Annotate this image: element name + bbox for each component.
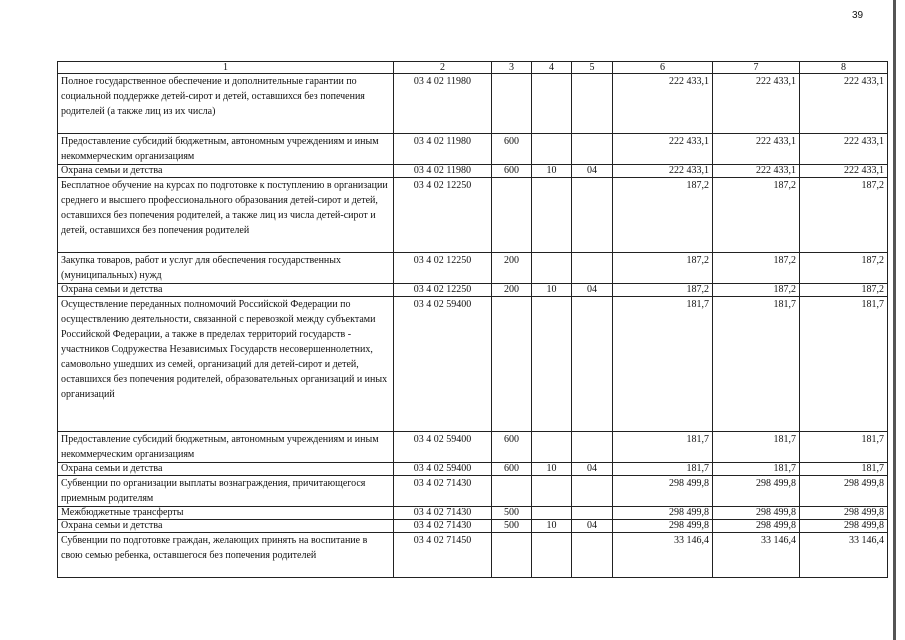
row-name: Охрана семьи и детства [58, 520, 394, 533]
row-value-col6: 222 433,1 [613, 165, 713, 178]
row-value-col8: 298 499,8 [800, 520, 888, 533]
row-value-col6: 181,7 [613, 432, 713, 463]
row-value-col6: 181,7 [613, 297, 713, 432]
row-section [532, 476, 572, 507]
table-row [58, 178, 888, 253]
header-col-2: 2 [394, 62, 492, 74]
row-section [532, 432, 572, 463]
row-expense-type: 200 [492, 284, 532, 297]
row-name: Субвенции по подготовке граждан, желающих принять на воспитание в свою семью ребенка, оставшегося без попечения родителей [58, 533, 394, 578]
row-subsection: 04 [572, 520, 613, 533]
row-expense-type [492, 297, 532, 432]
row-value-col6: 298 499,8 [613, 520, 713, 533]
table-row [58, 134, 888, 165]
row-name: Субвенции по организации выплаты вознаграждения, причитающегося приемным родителям [58, 476, 394, 507]
row-subsection [572, 253, 613, 284]
row-value-col6: 298 499,8 [613, 476, 713, 507]
row-value-col7: 187,2 [713, 284, 800, 297]
row-value-col7: 33 146,4 [713, 533, 800, 578]
row-value-col6: 222 433,1 [613, 74, 713, 134]
header-col-8: 8 [800, 62, 888, 74]
row-expense-type: 500 [492, 520, 532, 533]
table-row [58, 165, 888, 178]
row-subsection [572, 507, 613, 520]
row-expense-type [492, 74, 532, 134]
row-section [532, 253, 572, 284]
row-expense-type: 500 [492, 507, 532, 520]
row-value-col7: 181,7 [713, 297, 800, 432]
row-section: 10 [532, 165, 572, 178]
row-code: 03 4 02 11980 [394, 74, 492, 134]
row-expense-type: 600 [492, 432, 532, 463]
row-value-col7: 187,2 [713, 253, 800, 284]
row-value-col6: 187,2 [613, 178, 713, 253]
table-header-row [58, 62, 888, 74]
row-value-col8: 222 433,1 [800, 134, 888, 165]
row-value-col7: 298 499,8 [713, 520, 800, 533]
row-name: Полное государственное обеспечение и дополнительные гарантии по социальной поддержке детей-сирот и детей, оставшихся без попечения родителей (а также лиц из их числа) [58, 74, 394, 134]
page-edge-shadow [893, 0, 896, 640]
row-code: 03 4 02 11980 [394, 165, 492, 178]
row-value-col7: 222 433,1 [713, 134, 800, 165]
row-value-col6: 187,2 [613, 284, 713, 297]
row-value-col6: 181,7 [613, 463, 713, 476]
table-row [58, 476, 888, 507]
row-section: 10 [532, 284, 572, 297]
row-code: 03 4 02 59400 [394, 432, 492, 463]
row-value-col8: 187,2 [800, 178, 888, 253]
row-section: 10 [532, 463, 572, 476]
row-value-col8: 181,7 [800, 463, 888, 476]
row-subsection [572, 533, 613, 578]
row-value-col8: 222 433,1 [800, 165, 888, 178]
row-value-col8: 187,2 [800, 284, 888, 297]
row-value-col8: 222 433,1 [800, 74, 888, 134]
row-value-col6: 222 433,1 [613, 134, 713, 165]
page-number: 39 [852, 10, 864, 21]
table-row [58, 520, 888, 533]
row-subsection: 04 [572, 284, 613, 297]
row-section [532, 297, 572, 432]
table-row [58, 284, 888, 297]
row-value-col7: 222 433,1 [713, 165, 800, 178]
row-subsection [572, 74, 613, 134]
row-code: 03 4 02 12250 [394, 284, 492, 297]
table-row [58, 74, 888, 134]
row-subsection [572, 134, 613, 165]
table-row [58, 463, 888, 476]
row-name: Предоставление субсидий бюджетным, автономным учреждениям и иным некоммерческим организациям [58, 432, 394, 463]
row-value-col8: 181,7 [800, 432, 888, 463]
header-col-1: 1 [58, 62, 394, 74]
row-name: Охрана семьи и детства [58, 463, 394, 476]
row-subsection: 04 [572, 463, 613, 476]
row-value-col8: 187,2 [800, 253, 888, 284]
row-value-col7: 298 499,8 [713, 476, 800, 507]
row-value-col6: 298 499,8 [613, 507, 713, 520]
table-row [58, 432, 888, 463]
row-value-col8: 298 499,8 [800, 507, 888, 520]
row-name: Осуществление переданных полномочий Российской Федерации по осуществлению деятельности, связанной с перевозкой между субъектами Российской Федерации, а также в пределах территорий государств - участников Содружества Независимых Государств несовершеннолетних, самовольно ушедших из семей, организаций для детей-сирот и детей, оставшихся без попечения родителей, образовательных организаций и иных организаций [58, 297, 394, 432]
row-expense-type: 600 [492, 463, 532, 476]
header-col-3: 3 [492, 62, 532, 74]
row-value-col7: 181,7 [713, 432, 800, 463]
row-value-col6: 187,2 [613, 253, 713, 284]
row-expense-type: 200 [492, 253, 532, 284]
row-value-col6: 33 146,4 [613, 533, 713, 578]
row-section [532, 507, 572, 520]
header-col-6: 6 [613, 62, 713, 74]
row-expense-type: 600 [492, 134, 532, 165]
row-section [532, 134, 572, 165]
row-section [532, 178, 572, 253]
row-value-col8: 33 146,4 [800, 533, 888, 578]
row-section [532, 533, 572, 578]
row-expense-type [492, 476, 532, 507]
table-row [58, 507, 888, 520]
row-code: 03 4 02 71430 [394, 507, 492, 520]
row-expense-type [492, 178, 532, 253]
row-code: 03 4 02 71430 [394, 476, 492, 507]
row-name: Предоставление субсидий бюджетным, автономным учреждениям и иным некоммерческим организациям [58, 134, 394, 165]
row-code: 03 4 02 12250 [394, 178, 492, 253]
row-value-col8: 181,7 [800, 297, 888, 432]
row-name: Закупка товаров, работ и услуг для обеспечения государственных (муниципальных) нужд [58, 253, 394, 284]
row-subsection [572, 432, 613, 463]
row-name: Бесплатное обучение на курсах по подготовке к поступлению в организации среднего и высшего профессионального образования детей-сирот и детей, оставшихся без попечения родителей, а также лиц из числа детей-сирот и детей, оставшихся без попечения родителей [58, 178, 394, 253]
row-value-col7: 222 433,1 [713, 74, 800, 134]
row-name: Охрана семьи и детства [58, 165, 394, 178]
row-code: 03 4 02 12250 [394, 253, 492, 284]
header-col-7: 7 [713, 62, 800, 74]
table-row [58, 297, 888, 432]
row-section: 10 [532, 520, 572, 533]
header-col-5: 5 [572, 62, 613, 74]
row-value-col7: 187,2 [713, 178, 800, 253]
table-row [58, 533, 888, 578]
row-code: 03 4 02 59400 [394, 463, 492, 476]
table-row [58, 253, 888, 284]
row-subsection: 04 [572, 165, 613, 178]
row-code: 03 4 02 11980 [394, 134, 492, 165]
row-subsection [572, 476, 613, 507]
row-code: 03 4 02 71450 [394, 533, 492, 578]
row-expense-type [492, 533, 532, 578]
row-value-col8: 298 499,8 [800, 476, 888, 507]
row-code: 03 4 02 59400 [394, 297, 492, 432]
row-subsection [572, 178, 613, 253]
header-col-4: 4 [532, 62, 572, 74]
row-subsection [572, 297, 613, 432]
row-expense-type: 600 [492, 165, 532, 178]
row-name: Охрана семьи и детства [58, 284, 394, 297]
row-name: Межбюджетные трансферты [58, 507, 394, 520]
row-section [532, 74, 572, 134]
row-code: 03 4 02 71430 [394, 520, 492, 533]
row-value-col7: 298 499,8 [713, 507, 800, 520]
budget-table [57, 61, 888, 578]
row-value-col7: 181,7 [713, 463, 800, 476]
